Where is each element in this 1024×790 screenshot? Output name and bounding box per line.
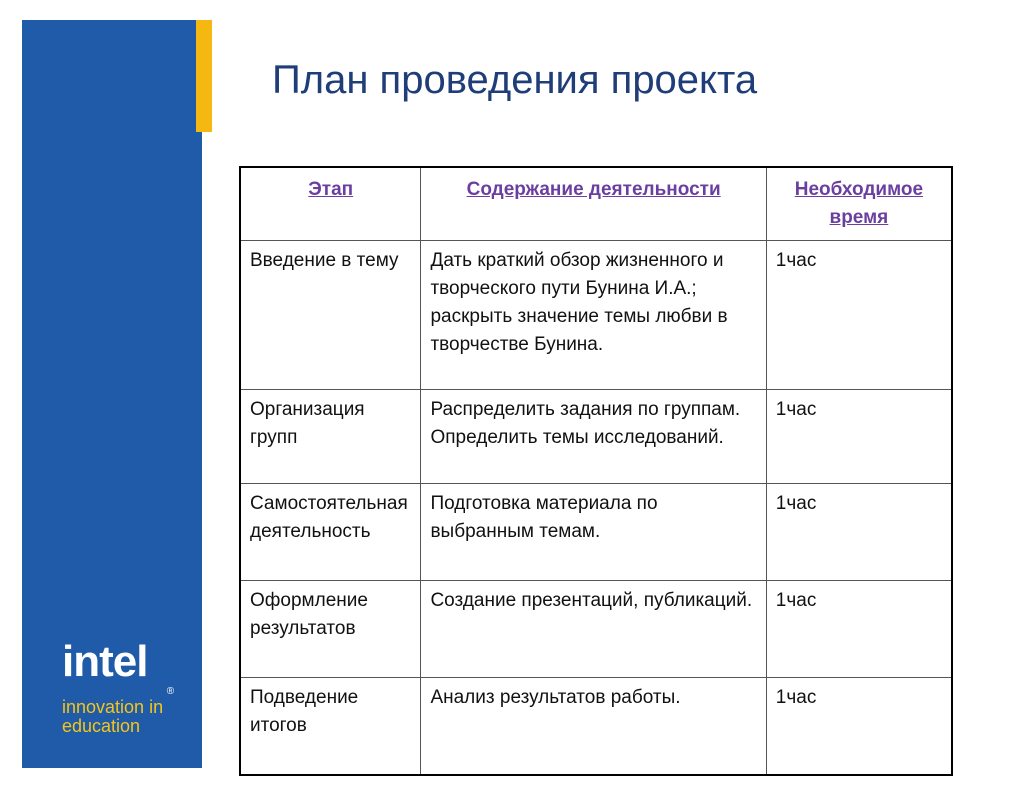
table-row	[240, 484, 952, 581]
table-row	[240, 241, 952, 390]
project-plan-table	[239, 166, 953, 776]
table-header-row	[240, 167, 952, 241]
table-row	[240, 581, 952, 678]
header-content: Содержание деятельности	[421, 167, 766, 241]
time-cell: 1час	[766, 241, 952, 390]
content-cell: Создание презентаций, публикаций.	[421, 581, 766, 678]
stage-cell: Введение в тему	[240, 241, 421, 390]
time-cell: 1час	[766, 390, 952, 484]
header-time: Необходимое время	[766, 167, 952, 241]
table-row	[240, 390, 952, 484]
time-cell: 1час	[766, 678, 952, 776]
time-cell: 1час	[766, 581, 952, 678]
stage-cell: Организация групп	[240, 390, 421, 484]
content-cell: Подготовка материала по выбранным темам.	[421, 484, 766, 581]
logo-tagline	[62, 698, 163, 736]
tagline-line-1: innovation in	[62, 697, 164, 717]
table-row	[240, 678, 952, 776]
intel-education-logo	[62, 637, 174, 736]
registered-mark: ®	[166, 686, 174, 697]
stage-cell: Оформление результатов	[240, 581, 421, 678]
tagline-line-2: education	[62, 716, 141, 736]
content-cell: Распределить задания по группам. Определить темы исследований.	[421, 390, 766, 484]
page-title: План проведения проекта	[272, 58, 758, 102]
header-stage: Этап	[240, 167, 421, 241]
content-cell: Дать краткий обзор жизненного и творческого пути Бунина И.А.; раскрыть значение темы любви в творчестве Бунина.	[421, 241, 766, 390]
stage-cell: Подведение итогов	[240, 678, 421, 776]
intel-logo-wordmark	[62, 637, 174, 697]
content-cell: Анализ результатов работы.	[421, 678, 766, 776]
accent-strip	[196, 20, 212, 132]
time-cell: 1час	[766, 484, 952, 581]
stage-cell: Самостоятельная деятельность	[240, 484, 421, 581]
logo-word: intel	[62, 637, 148, 686]
